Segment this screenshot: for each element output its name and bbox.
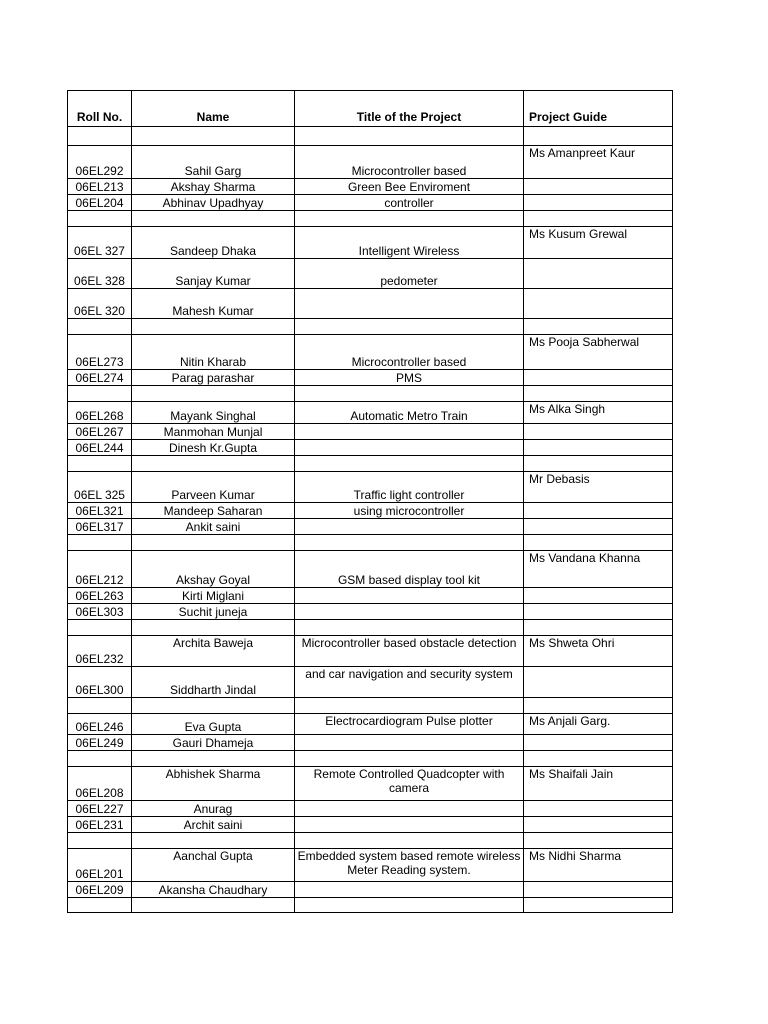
table-row <box>68 146 673 179</box>
table-row <box>68 127 673 146</box>
project-guide-cell <box>524 440 673 456</box>
roll-no-cell: 06EL244 <box>68 440 132 456</box>
student-name-cell <box>132 386 295 402</box>
student-name-cell: Aanchal Gupta <box>132 849 295 882</box>
project-guide-cell: Ms Nidhi Sharma <box>524 849 673 882</box>
roll-no-cell: 06EL231 <box>68 817 132 833</box>
student-name-cell <box>132 620 295 636</box>
table-body <box>68 127 673 913</box>
student-name-cell <box>132 698 295 714</box>
project-guide-cell <box>524 519 673 535</box>
student-name-cell <box>132 898 295 913</box>
project-title-cell: Remote Controlled Quadcopter with camera <box>295 767 524 801</box>
header-project-guide: Project Guide <box>524 91 673 127</box>
roll-no-cell <box>68 898 132 913</box>
student-name-cell: Archit saini <box>132 817 295 833</box>
project-title-cell <box>295 211 524 227</box>
roll-no-cell <box>68 127 132 146</box>
table-row <box>68 551 673 588</box>
project-title-cell <box>295 620 524 636</box>
roll-no-cell: 06EL213 <box>68 179 132 195</box>
student-name-cell: Abhinav Upadhyay <box>132 195 295 211</box>
table-row <box>68 535 673 551</box>
project-title-cell <box>295 319 524 335</box>
project-title-cell: Microcontroller based <box>295 146 524 179</box>
table-row <box>68 833 673 849</box>
project-title-cell: Intelligent Wireless <box>295 227 524 259</box>
roll-no-cell <box>68 535 132 551</box>
project-title-cell <box>295 833 524 849</box>
table-row <box>68 227 673 259</box>
project-title-cell <box>295 535 524 551</box>
project-guide-cell: Ms Kusum Grewal <box>524 227 673 259</box>
project-guide-cell <box>524 898 673 913</box>
project-title-cell: GSM based display tool kit <box>295 551 524 588</box>
student-name-cell <box>132 127 295 146</box>
roll-no-cell: 06EL 328 <box>68 259 132 289</box>
project-title-cell <box>295 456 524 472</box>
project-guide-cell <box>524 289 673 319</box>
header-project-title: Title of the Project <box>295 91 524 127</box>
student-name-cell: Siddharth Jindal <box>132 667 295 698</box>
table-row <box>68 636 673 667</box>
roll-no-cell: 06EL267 <box>68 424 132 440</box>
table-row <box>68 386 673 402</box>
table-row <box>68 817 673 833</box>
project-guide-cell <box>524 319 673 335</box>
roll-no-cell: 06EL 325 <box>68 472 132 503</box>
table-row <box>68 519 673 535</box>
project-allocation-table <box>67 90 673 913</box>
student-name-cell <box>132 211 295 227</box>
header-roll-no: Roll No. <box>68 91 132 127</box>
project-title-cell <box>295 882 524 898</box>
project-title-cell <box>295 898 524 913</box>
student-name-cell: Parveen Kumar <box>132 472 295 503</box>
roll-no-cell <box>68 833 132 849</box>
project-title-cell <box>295 588 524 604</box>
project-guide-cell <box>524 698 673 714</box>
project-guide-cell: Ms Vandana Khanna <box>524 551 673 588</box>
table-row <box>68 195 673 211</box>
project-guide-cell <box>524 801 673 817</box>
project-guide-cell <box>524 503 673 519</box>
project-guide-cell <box>524 456 673 472</box>
project-title-cell: Microcontroller based obstacle detection <box>295 636 524 667</box>
project-title-cell: Embedded system based remote wireless Meter Reading system. <box>295 849 524 882</box>
project-guide-cell: Ms Amanpreet Kaur <box>524 146 673 179</box>
roll-no-cell: 06EL263 <box>68 588 132 604</box>
project-title-cell <box>295 289 524 319</box>
roll-no-cell <box>68 456 132 472</box>
student-name-cell <box>132 319 295 335</box>
project-title-cell <box>295 127 524 146</box>
student-name-cell: Akansha Chaudhary <box>132 882 295 898</box>
table-row <box>68 604 673 620</box>
student-name-cell: Suchit juneja <box>132 604 295 620</box>
project-guide-cell <box>524 535 673 551</box>
table-row <box>68 289 673 319</box>
roll-no-cell: 06EL246 <box>68 714 132 735</box>
roll-no-cell: 06EL 327 <box>68 227 132 259</box>
table-row <box>68 424 673 440</box>
project-guide-cell <box>524 817 673 833</box>
project-title-cell: controller <box>295 195 524 211</box>
project-title-cell <box>295 751 524 767</box>
table-row <box>68 588 673 604</box>
student-name-cell: Abhishek Sharma <box>132 767 295 801</box>
student-name-cell: Akshay Sharma <box>132 179 295 195</box>
project-title-cell <box>295 817 524 833</box>
roll-no-cell: 06EL232 <box>68 636 132 667</box>
table-row <box>68 620 673 636</box>
roll-no-cell: 06EL208 <box>68 767 132 801</box>
project-title-cell: Automatic Metro Train <box>295 402 524 424</box>
roll-no-cell <box>68 698 132 714</box>
table-row <box>68 402 673 424</box>
roll-no-cell <box>68 386 132 402</box>
project-guide-cell <box>524 604 673 620</box>
student-name-cell <box>132 833 295 849</box>
project-guide-cell: Ms Alka Singh <box>524 402 673 424</box>
table-row <box>68 472 673 503</box>
project-guide-cell <box>524 735 673 751</box>
student-name-cell: Gauri Dhameja <box>132 735 295 751</box>
project-guide-cell <box>524 211 673 227</box>
student-name-cell: Ankit saini <box>132 519 295 535</box>
student-name-cell: Nitin Kharab <box>132 335 295 370</box>
project-guide-cell: Ms Pooja Sabherwal <box>524 335 673 370</box>
table-row <box>68 714 673 735</box>
student-name-cell <box>132 751 295 767</box>
project-title-cell <box>295 440 524 456</box>
project-title-cell <box>295 801 524 817</box>
roll-no-cell <box>68 211 132 227</box>
roll-no-cell: 06EL249 <box>68 735 132 751</box>
roll-no-cell <box>68 319 132 335</box>
project-title-cell <box>295 424 524 440</box>
student-name-cell: Sandeep Dhaka <box>132 227 295 259</box>
project-guide-cell <box>524 259 673 289</box>
table-row <box>68 751 673 767</box>
project-guide-cell <box>524 127 673 146</box>
project-guide-cell <box>524 179 673 195</box>
student-name-cell: Sanjay Kumar <box>132 259 295 289</box>
project-title-cell: using microcontroller <box>295 503 524 519</box>
project-title-cell <box>295 735 524 751</box>
project-guide-cell <box>524 588 673 604</box>
table-row <box>68 898 673 913</box>
roll-no-cell: 06EL204 <box>68 195 132 211</box>
roll-no-cell: 06EL321 <box>68 503 132 519</box>
project-guide-cell <box>524 386 673 402</box>
project-guide-cell <box>524 751 673 767</box>
table-row <box>68 503 673 519</box>
student-name-cell: Mandeep Saharan <box>132 503 295 519</box>
student-name-cell: Mayank Singhal <box>132 402 295 424</box>
project-title-cell <box>295 604 524 620</box>
roll-no-cell <box>68 620 132 636</box>
project-guide-cell <box>524 195 673 211</box>
student-name-cell: Anurag <box>132 801 295 817</box>
project-guide-cell: Ms Shaifali Jain <box>524 767 673 801</box>
table-row <box>68 801 673 817</box>
student-name-cell: Kirti Miglani <box>132 588 295 604</box>
project-guide-cell: Mr Debasis <box>524 472 673 503</box>
project-guide-cell <box>524 833 673 849</box>
project-guide-cell: Ms Anjali Garg. <box>524 714 673 735</box>
project-title-cell: Traffic light controller <box>295 472 524 503</box>
table-row <box>68 849 673 882</box>
project-guide-cell <box>524 424 673 440</box>
table-row <box>68 667 673 698</box>
roll-no-cell: 06EL317 <box>68 519 132 535</box>
table-row <box>68 882 673 898</box>
project-title-cell: Microcontroller based <box>295 335 524 370</box>
student-name-cell <box>132 456 295 472</box>
student-name-cell: Eva Gupta <box>132 714 295 735</box>
project-title-cell: pedometer <box>295 259 524 289</box>
roll-no-cell: 06EL201 <box>68 849 132 882</box>
table-row <box>68 319 673 335</box>
roll-no-cell: 06EL268 <box>68 402 132 424</box>
project-title-cell: Electrocardiogram Pulse plotter <box>295 714 524 735</box>
table-row <box>68 259 673 289</box>
student-name-cell: Parag parashar <box>132 370 295 386</box>
roll-no-cell: 06EL303 <box>68 604 132 620</box>
project-guide-cell <box>524 620 673 636</box>
roll-no-cell: 06EL227 <box>68 801 132 817</box>
project-guide-cell <box>524 370 673 386</box>
project-title-cell <box>295 386 524 402</box>
project-guide-cell: Ms Shweta Ohri <box>524 636 673 667</box>
roll-no-cell: 06EL273 <box>68 335 132 370</box>
table-row <box>68 370 673 386</box>
table-row <box>68 735 673 751</box>
project-title-cell: PMS <box>295 370 524 386</box>
table-row <box>68 456 673 472</box>
student-name-cell: Manmohan Munjal <box>132 424 295 440</box>
project-title-cell: and car navigation and security system <box>295 667 524 698</box>
table-row <box>68 211 673 227</box>
roll-no-cell: 06EL274 <box>68 370 132 386</box>
student-name-cell: Mahesh Kumar <box>132 289 295 319</box>
table-row <box>68 179 673 195</box>
project-title-cell <box>295 519 524 535</box>
roll-no-cell <box>68 751 132 767</box>
roll-no-cell: 06EL300 <box>68 667 132 698</box>
table-row <box>68 335 673 370</box>
student-name-cell: Sahil Garg <box>132 146 295 179</box>
student-name-cell: Dinesh Kr.Gupta <box>132 440 295 456</box>
roll-no-cell: 06EL292 <box>68 146 132 179</box>
student-name-cell: Archita Baweja <box>132 636 295 667</box>
project-title-cell <box>295 698 524 714</box>
table-row <box>68 767 673 801</box>
student-name-cell <box>132 535 295 551</box>
header-row <box>68 91 673 127</box>
roll-no-cell: 06EL209 <box>68 882 132 898</box>
project-title-cell: Green Bee Enviroment <box>295 179 524 195</box>
roll-no-cell: 06EL212 <box>68 551 132 588</box>
roll-no-cell: 06EL 320 <box>68 289 132 319</box>
project-guide-cell <box>524 667 673 698</box>
table-row <box>68 440 673 456</box>
project-guide-cell <box>524 882 673 898</box>
table-row <box>68 698 673 714</box>
student-name-cell: Akshay Goyal <box>132 551 295 588</box>
header-name: Name <box>132 91 295 127</box>
